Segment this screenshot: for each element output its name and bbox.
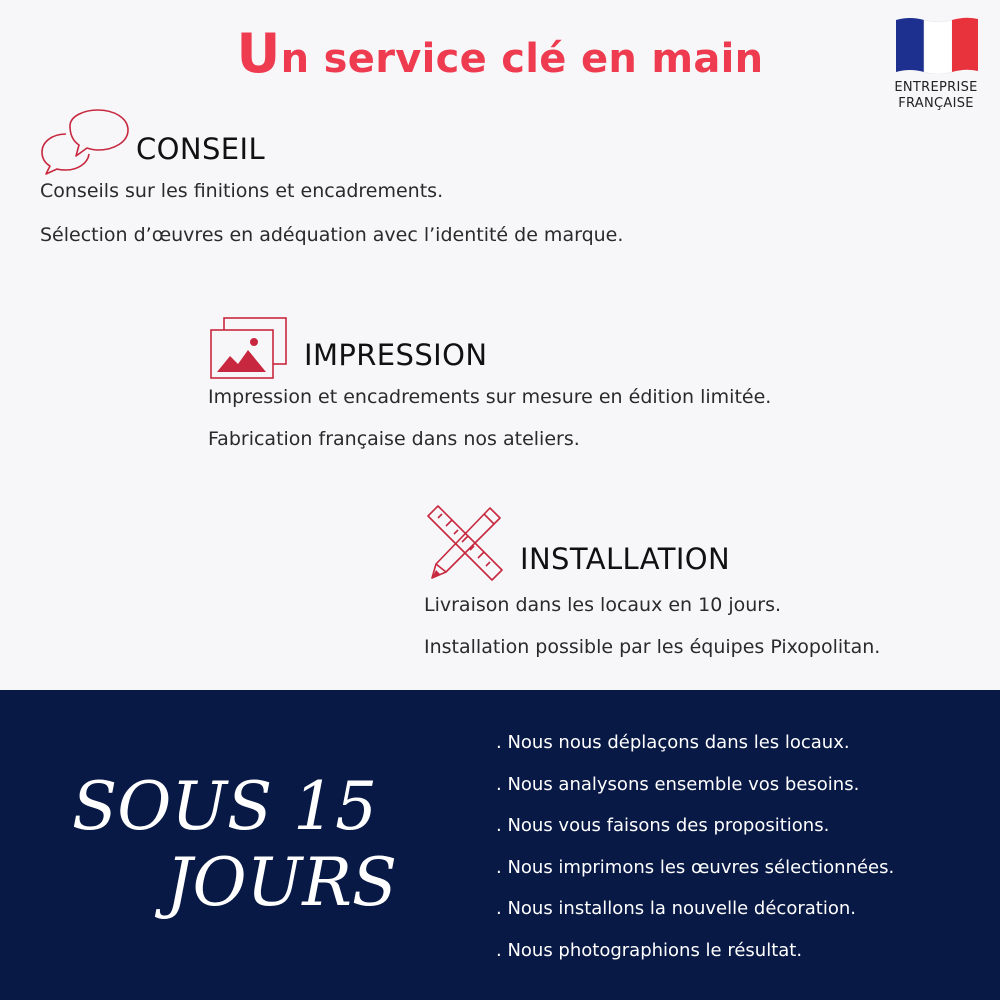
section-heading: IMPRESSION <box>304 338 488 372</box>
section-line: Sélection d’œuvres en adéquation avec l’identité de marque. <box>40 224 624 246</box>
picture-frames-icon <box>208 316 290 382</box>
headline-line-1: SOUS 15 <box>72 768 378 845</box>
title-initial: U <box>236 22 281 85</box>
headline-line-2: JOURS <box>166 844 398 921</box>
section-installation <box>424 504 984 664</box>
section-heading: CONSEIL <box>136 132 266 166</box>
ruler-pencil-icon <box>424 504 506 584</box>
process-band <box>0 690 1000 1000</box>
section-heading: INSTALLATION <box>520 542 731 576</box>
badge-line-1: ENTREPRISE <box>894 80 978 95</box>
section-line: Installation possible par les équipes Pixopolitan. <box>424 636 881 658</box>
french-flag-icon <box>894 14 980 74</box>
process-step: . Nous installons la nouvelle décoration. <box>496 898 856 919</box>
process-steps-list <box>496 730 894 979</box>
page-title <box>0 22 1000 85</box>
badge-line-2: FRANÇAISE <box>898 96 974 111</box>
speech-bubbles-icon <box>40 108 132 176</box>
section-conseil <box>40 108 800 258</box>
section-impression <box>208 316 888 466</box>
section-line: Conseils sur les finitions et encadrements. <box>40 180 444 202</box>
section-line: Livraison dans les locaux en 10 jours. <box>424 594 782 616</box>
process-step: . Nous photographions le résultat. <box>496 939 803 961</box>
section-line: Fabrication française dans nos ateliers. <box>208 428 580 450</box>
process-step: . Nous analysons ensemble vos besoins. <box>496 773 860 795</box>
process-step: . Nous imprimons les œuvres sélectionnées. <box>496 856 895 878</box>
process-step: . Nous nous déplaçons dans les locaux. <box>496 732 850 753</box>
title-rest: n service clé en main <box>280 36 764 82</box>
process-step: . Nous vous faisons des propositions. <box>496 815 830 836</box>
french-company-badge <box>886 14 986 112</box>
section-line: Impression et encadrements sur mesure en édition limitée. <box>208 386 772 408</box>
